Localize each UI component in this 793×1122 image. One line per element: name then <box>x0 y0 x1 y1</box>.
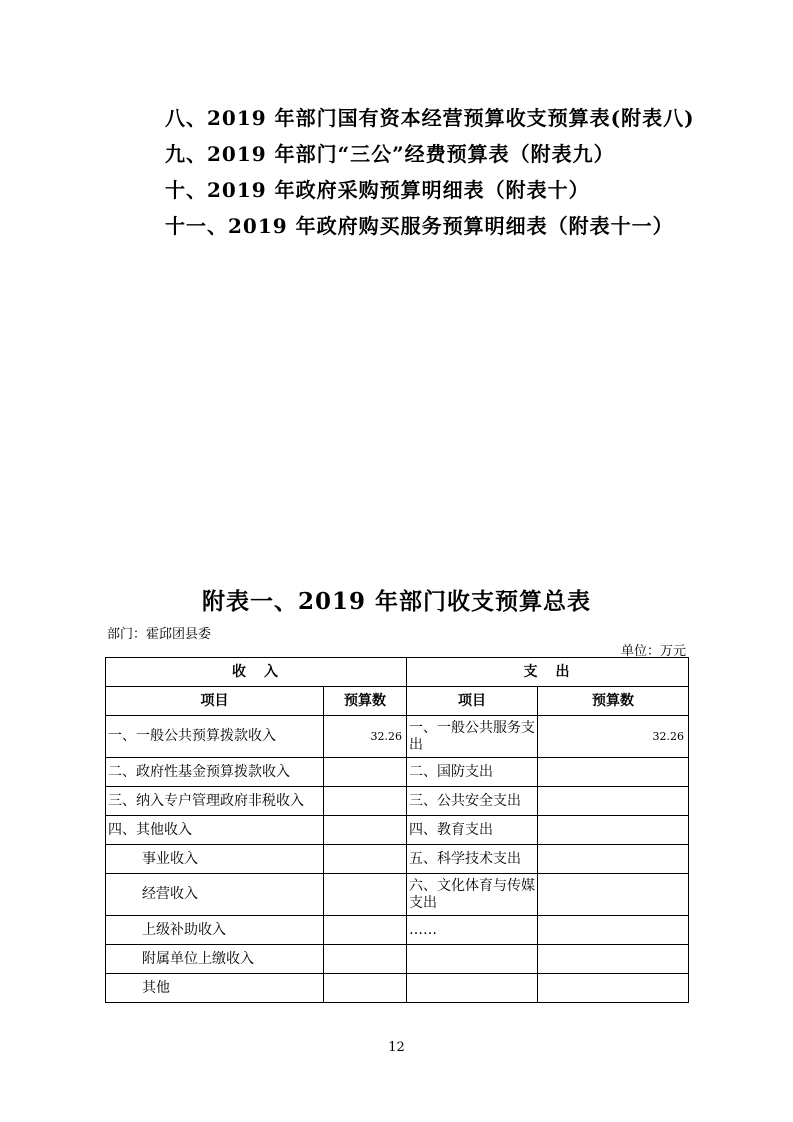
expense-item: 三、公共安全支出 <box>407 787 538 816</box>
unit-label: 单位：万元 <box>620 644 686 659</box>
income-item: 上级补助收入 <box>106 916 324 945</box>
toc-item-8: 八、2019 年部门国有资本经营预算收支预算表(附表八) <box>165 106 695 130</box>
table-row <box>106 716 689 758</box>
table-row <box>106 874 689 916</box>
income-value <box>324 816 407 845</box>
expense-item-header: 项目 <box>407 687 538 716</box>
expense-budget-header: 预算数 <box>538 687 689 716</box>
income-item: 一、一般公共预算拨款收入 <box>106 716 324 758</box>
department-label: 部门：霍邱团县委 <box>107 627 212 642</box>
expense-value <box>538 816 689 845</box>
expense-item: 二、国防支出 <box>407 758 538 787</box>
table-row <box>106 845 689 874</box>
table-row <box>106 787 689 816</box>
expense-value: 32.26 <box>538 716 689 758</box>
income-value <box>324 916 407 945</box>
income-value <box>324 845 407 874</box>
expense-value <box>538 974 689 1003</box>
toc-list <box>165 100 695 244</box>
expense-value <box>538 758 689 787</box>
income-item-header: 项目 <box>106 687 324 716</box>
income-value <box>324 974 407 1003</box>
expense-item: 一、一般公共服务支出 <box>407 716 538 758</box>
income-budget-header: 预算数 <box>324 687 407 716</box>
budget-table <box>105 657 689 1003</box>
expense-item <box>407 945 538 974</box>
expense-item: …… <box>407 916 538 945</box>
table-header-row <box>106 658 689 687</box>
income-item: 四、其他收入 <box>106 816 324 845</box>
income-value <box>324 945 407 974</box>
expense-value <box>538 845 689 874</box>
toc-item-11: 十一、2019 年政府购买服务预算明细表（附表十一） <box>165 214 674 238</box>
toc-item-10: 十、2019 年政府采购预算明细表（附表十） <box>165 178 590 202</box>
income-item: 经营收入 <box>106 874 324 916</box>
income-item: 附属单位上缴收入 <box>106 945 324 974</box>
expense-item <box>407 974 538 1003</box>
expense-item: 四、教育支出 <box>407 816 538 845</box>
expense-value <box>538 787 689 816</box>
table-row <box>106 974 689 1003</box>
income-item: 其他 <box>106 974 324 1003</box>
table-row <box>106 758 689 787</box>
income-value <box>324 874 407 916</box>
table-row <box>106 945 689 974</box>
expense-value <box>538 874 689 916</box>
table-row <box>106 916 689 945</box>
expense-value <box>538 945 689 974</box>
income-item: 事业收入 <box>106 845 324 874</box>
expense-item: 六、文化体育与传媒支出 <box>407 874 538 916</box>
expense-header: 支 出 <box>407 658 689 687</box>
toc-item-9: 九、2019 年部门“三公”经费预算表（附表九） <box>165 142 615 166</box>
income-item: 三、纳入专户管理政府非税收入 <box>106 787 324 816</box>
income-value: 32.26 <box>324 716 407 758</box>
expense-item: 五、科学技术支出 <box>407 845 538 874</box>
page-number: 12 <box>388 1040 405 1055</box>
expense-value <box>538 916 689 945</box>
table-row <box>106 816 689 845</box>
table-subheader-row <box>106 687 689 716</box>
table-title: 附表一、2019 年部门收支预算总表 <box>201 588 592 615</box>
income-item: 二、政府性基金预算拨款收入 <box>106 758 324 787</box>
income-value <box>324 758 407 787</box>
income-value <box>324 787 407 816</box>
income-header: 收 入 <box>106 658 407 687</box>
